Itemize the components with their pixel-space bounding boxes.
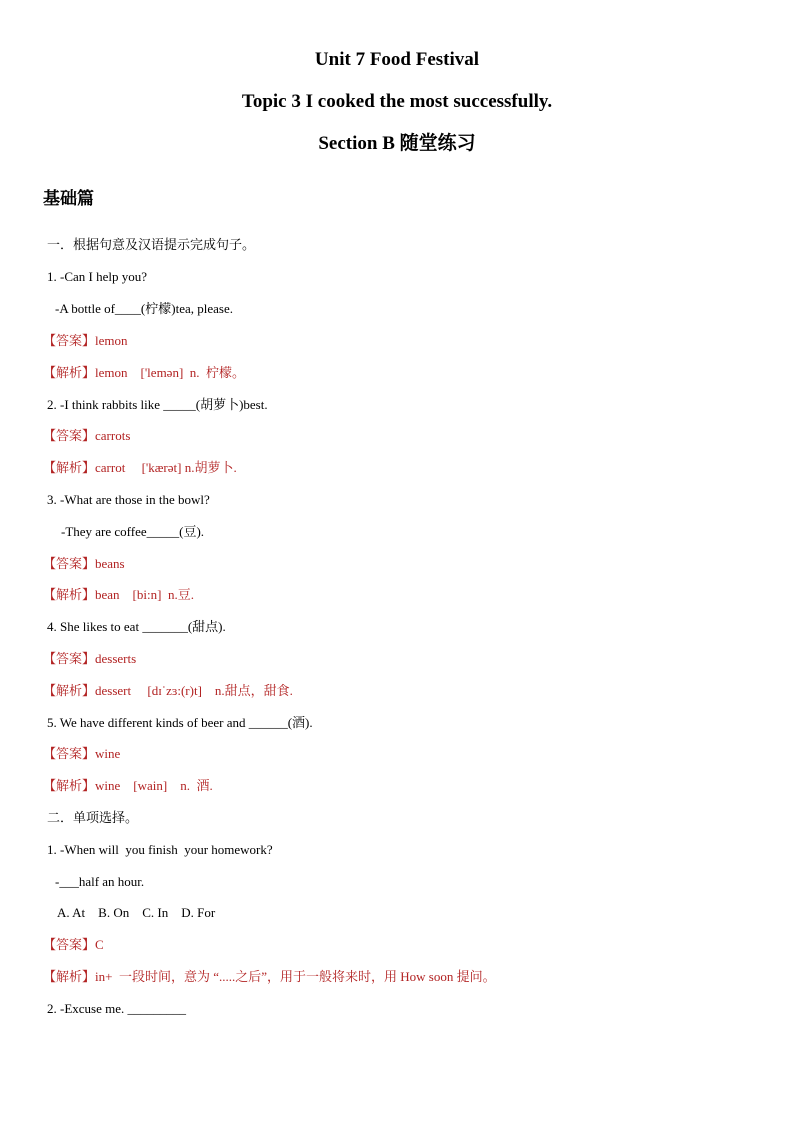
q1-answer: [43, 332, 128, 350]
answer-tag: 【答案】: [43, 333, 96, 348]
analysis-tag: 【解析】: [43, 365, 96, 380]
q3-analysis: [43, 586, 194, 604]
p2-q1-analysis: [43, 968, 496, 986]
q1-line2: -A bottle of____(柠檬)tea, please.: [55, 301, 233, 316]
answer-tag: 【答案】: [43, 651, 96, 666]
answer-tag: 【答案】: [43, 937, 96, 952]
p2-q1-answer: [43, 936, 104, 954]
level-heading: 基础篇: [43, 189, 94, 208]
q3-line2: -They are coffee_____(豆).: [61, 524, 205, 539]
analysis-tag: 【解析】: [43, 587, 96, 602]
q1-prompt: 1. -Can I help you?: [47, 269, 148, 284]
q3-prompt: 3. -What are those in the bowl?: [47, 492, 210, 507]
part2-heading: 二．单项选择。: [47, 810, 139, 825]
p2-q1-prompt: 1. -When will you finish your homework?: [47, 842, 273, 857]
analysis-tag: 【解析】: [43, 778, 96, 793]
q2-analysis: [43, 459, 237, 477]
answer-text: C: [95, 937, 104, 952]
analysis-text: dessert [dɪˈzɜ:(r)t] n.甜点，甜食.: [95, 683, 293, 698]
q5-analysis: [43, 777, 213, 795]
answer-tag: 【答案】: [43, 428, 96, 443]
analysis-text: carrot ['kærət] n.胡萝卜.: [95, 460, 237, 475]
section-title: Section B 随堂练习: [318, 133, 476, 154]
p2-q1-options: A. At B. On C. In D. For: [57, 905, 216, 920]
analysis-text: in+ 一段时间，意为 “.....之后”，用于一般将来时，用 How soon 提问。: [95, 969, 496, 984]
q2-answer: [43, 427, 130, 445]
answer-tag: 【答案】: [43, 556, 96, 571]
document-title: Unit 7 Food Festival: [314, 49, 480, 70]
answer-text: wine: [95, 746, 121, 761]
q5-prompt: 5. We have different kinds of beer and ______(酒).: [47, 715, 313, 730]
q2-prompt: 2. -I think rabbits like _____(胡萝卜)best.: [47, 397, 268, 412]
answer-text: carrots: [95, 428, 131, 443]
analysis-text: lemon ['lemən] n. 柠檬。: [95, 365, 246, 380]
topic-title: Topic 3 I cooked the most successfully.: [241, 91, 553, 112]
answer-text: lemon: [95, 333, 128, 348]
part1-heading: 一．根据句意及汉语提示完成句子。: [47, 237, 256, 252]
analysis-tag: 【解析】: [43, 683, 96, 698]
q1-analysis: [43, 364, 245, 382]
analysis-tag: 【解析】: [43, 969, 96, 984]
analysis-text: bean [bi:n] n.豆.: [95, 587, 194, 602]
answer-tag: 【答案】: [43, 746, 96, 761]
answer-text: beans: [95, 556, 125, 571]
q5-answer: [43, 745, 120, 763]
answer-text: desserts: [95, 651, 137, 666]
analysis-text: wine [wain] n. 酒.: [95, 778, 213, 793]
analysis-tag: 【解析】: [43, 460, 96, 475]
q4-analysis: [43, 682, 293, 700]
q4-prompt: 4. She likes to eat _______(甜点).: [47, 619, 226, 634]
p2-q2-prompt: 2. -Excuse me. _________: [47, 1001, 187, 1016]
q4-answer: [43, 650, 136, 668]
q3-answer: [43, 555, 125, 573]
p2-q1-line2: -___half an hour.: [55, 874, 145, 889]
